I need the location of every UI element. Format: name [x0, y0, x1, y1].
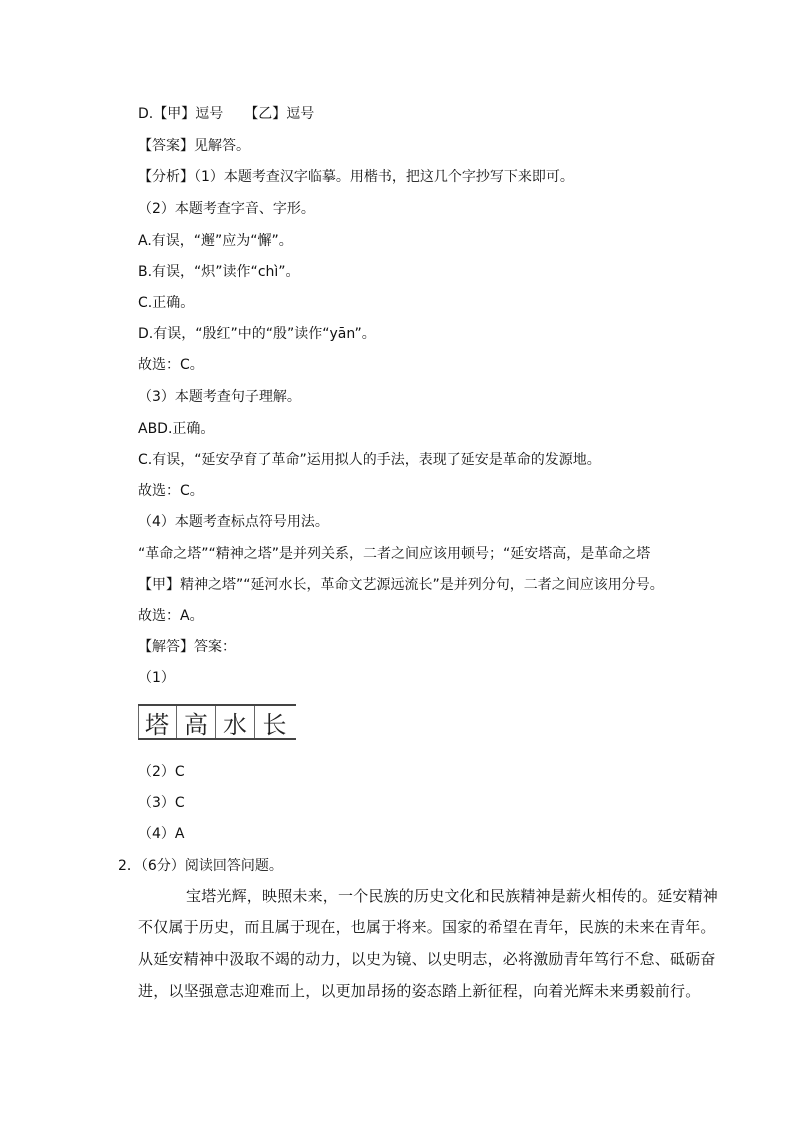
analysis-4-choice: 故选：A。 [138, 608, 204, 624]
analysis-3-abd: ABD.正确。 [138, 421, 215, 437]
passage-line-1: 宝塔光辉，映照未来，一个民族的历史文化和民族精神是薪火相传的。延安精神 [186, 887, 719, 905]
solution-3: （3）C [138, 795, 185, 811]
question-2-heading: 2．（6分）阅读回答问题。 [118, 858, 283, 874]
analysis-3-heading: （3）本题考查句子理解。 [138, 389, 301, 405]
analysis-4-line2: 【甲】精神之塔”“延河水长，革命文艺源远流长”是并列分句，二者之间应该用分号。 [138, 577, 664, 593]
passage-line-4: 进，以坚强意志迎难而上，以更加昂扬的姿态踏上新征程，向着光辉未来勇毅前行。 [138, 982, 701, 1000]
grid-char-2: 高 [177, 706, 216, 738]
analysis-2-heading: （2）本题考查字音、字形。 [138, 201, 315, 217]
handwriting-grid [138, 704, 296, 740]
grid-char-4: 长 [262, 710, 287, 739]
solution-1: （1） [138, 670, 175, 686]
analysis-3-choice: 故选：C。 [138, 483, 204, 499]
solution-2: （2）C [138, 764, 185, 780]
passage-line-3: 从延安精神中汲取不竭的动力，以史为镜、以史明志，必将激励青年笃行不怠、砥砺奋 [138, 950, 716, 968]
analysis-4-line1: “革命之塔”“精神之塔”是并列关系，二者之间应该用顿号；“延安塔高，是革命之塔 [138, 546, 651, 562]
analysis-4-heading: （4）本题考查标点符号用法。 [138, 514, 329, 530]
solution-4: （4）A [138, 826, 185, 842]
analysis-2-a: A.有误，“邂”应为“懈”。 [138, 233, 293, 249]
answer-label: 【答案】见解答。 [138, 138, 250, 154]
grid-char-3: 水 [216, 706, 255, 738]
solution-label: 【解答】答案： [138, 639, 236, 655]
analysis-1: 【分析】（1）本题考查汉字临摹。用楷书，把这几个字抄写下来即可。 [138, 169, 574, 185]
analysis-3-c: C.有误，“延安孕育了革命”运用拟人的手法，表现了延安是革命的发源地。 [138, 452, 601, 468]
analysis-2-choice: 故选：C。 [138, 357, 204, 373]
passage-line-2: 不仅属于历史，而且属于现在，也属于将来。国家的希望在青年，民族的未来在青年。 [138, 918, 716, 936]
option-d: D.【甲】逗号 【乙】逗号 [138, 106, 315, 122]
analysis-2-c: C.正确。 [138, 295, 195, 311]
grid-char-1: 塔 [138, 706, 177, 738]
analysis-2-b: B.有误，“炽”读作“chì”。 [138, 264, 300, 280]
analysis-2-d: D.有误，“殷红”中的“殷”读作“yān”。 [138, 326, 376, 342]
